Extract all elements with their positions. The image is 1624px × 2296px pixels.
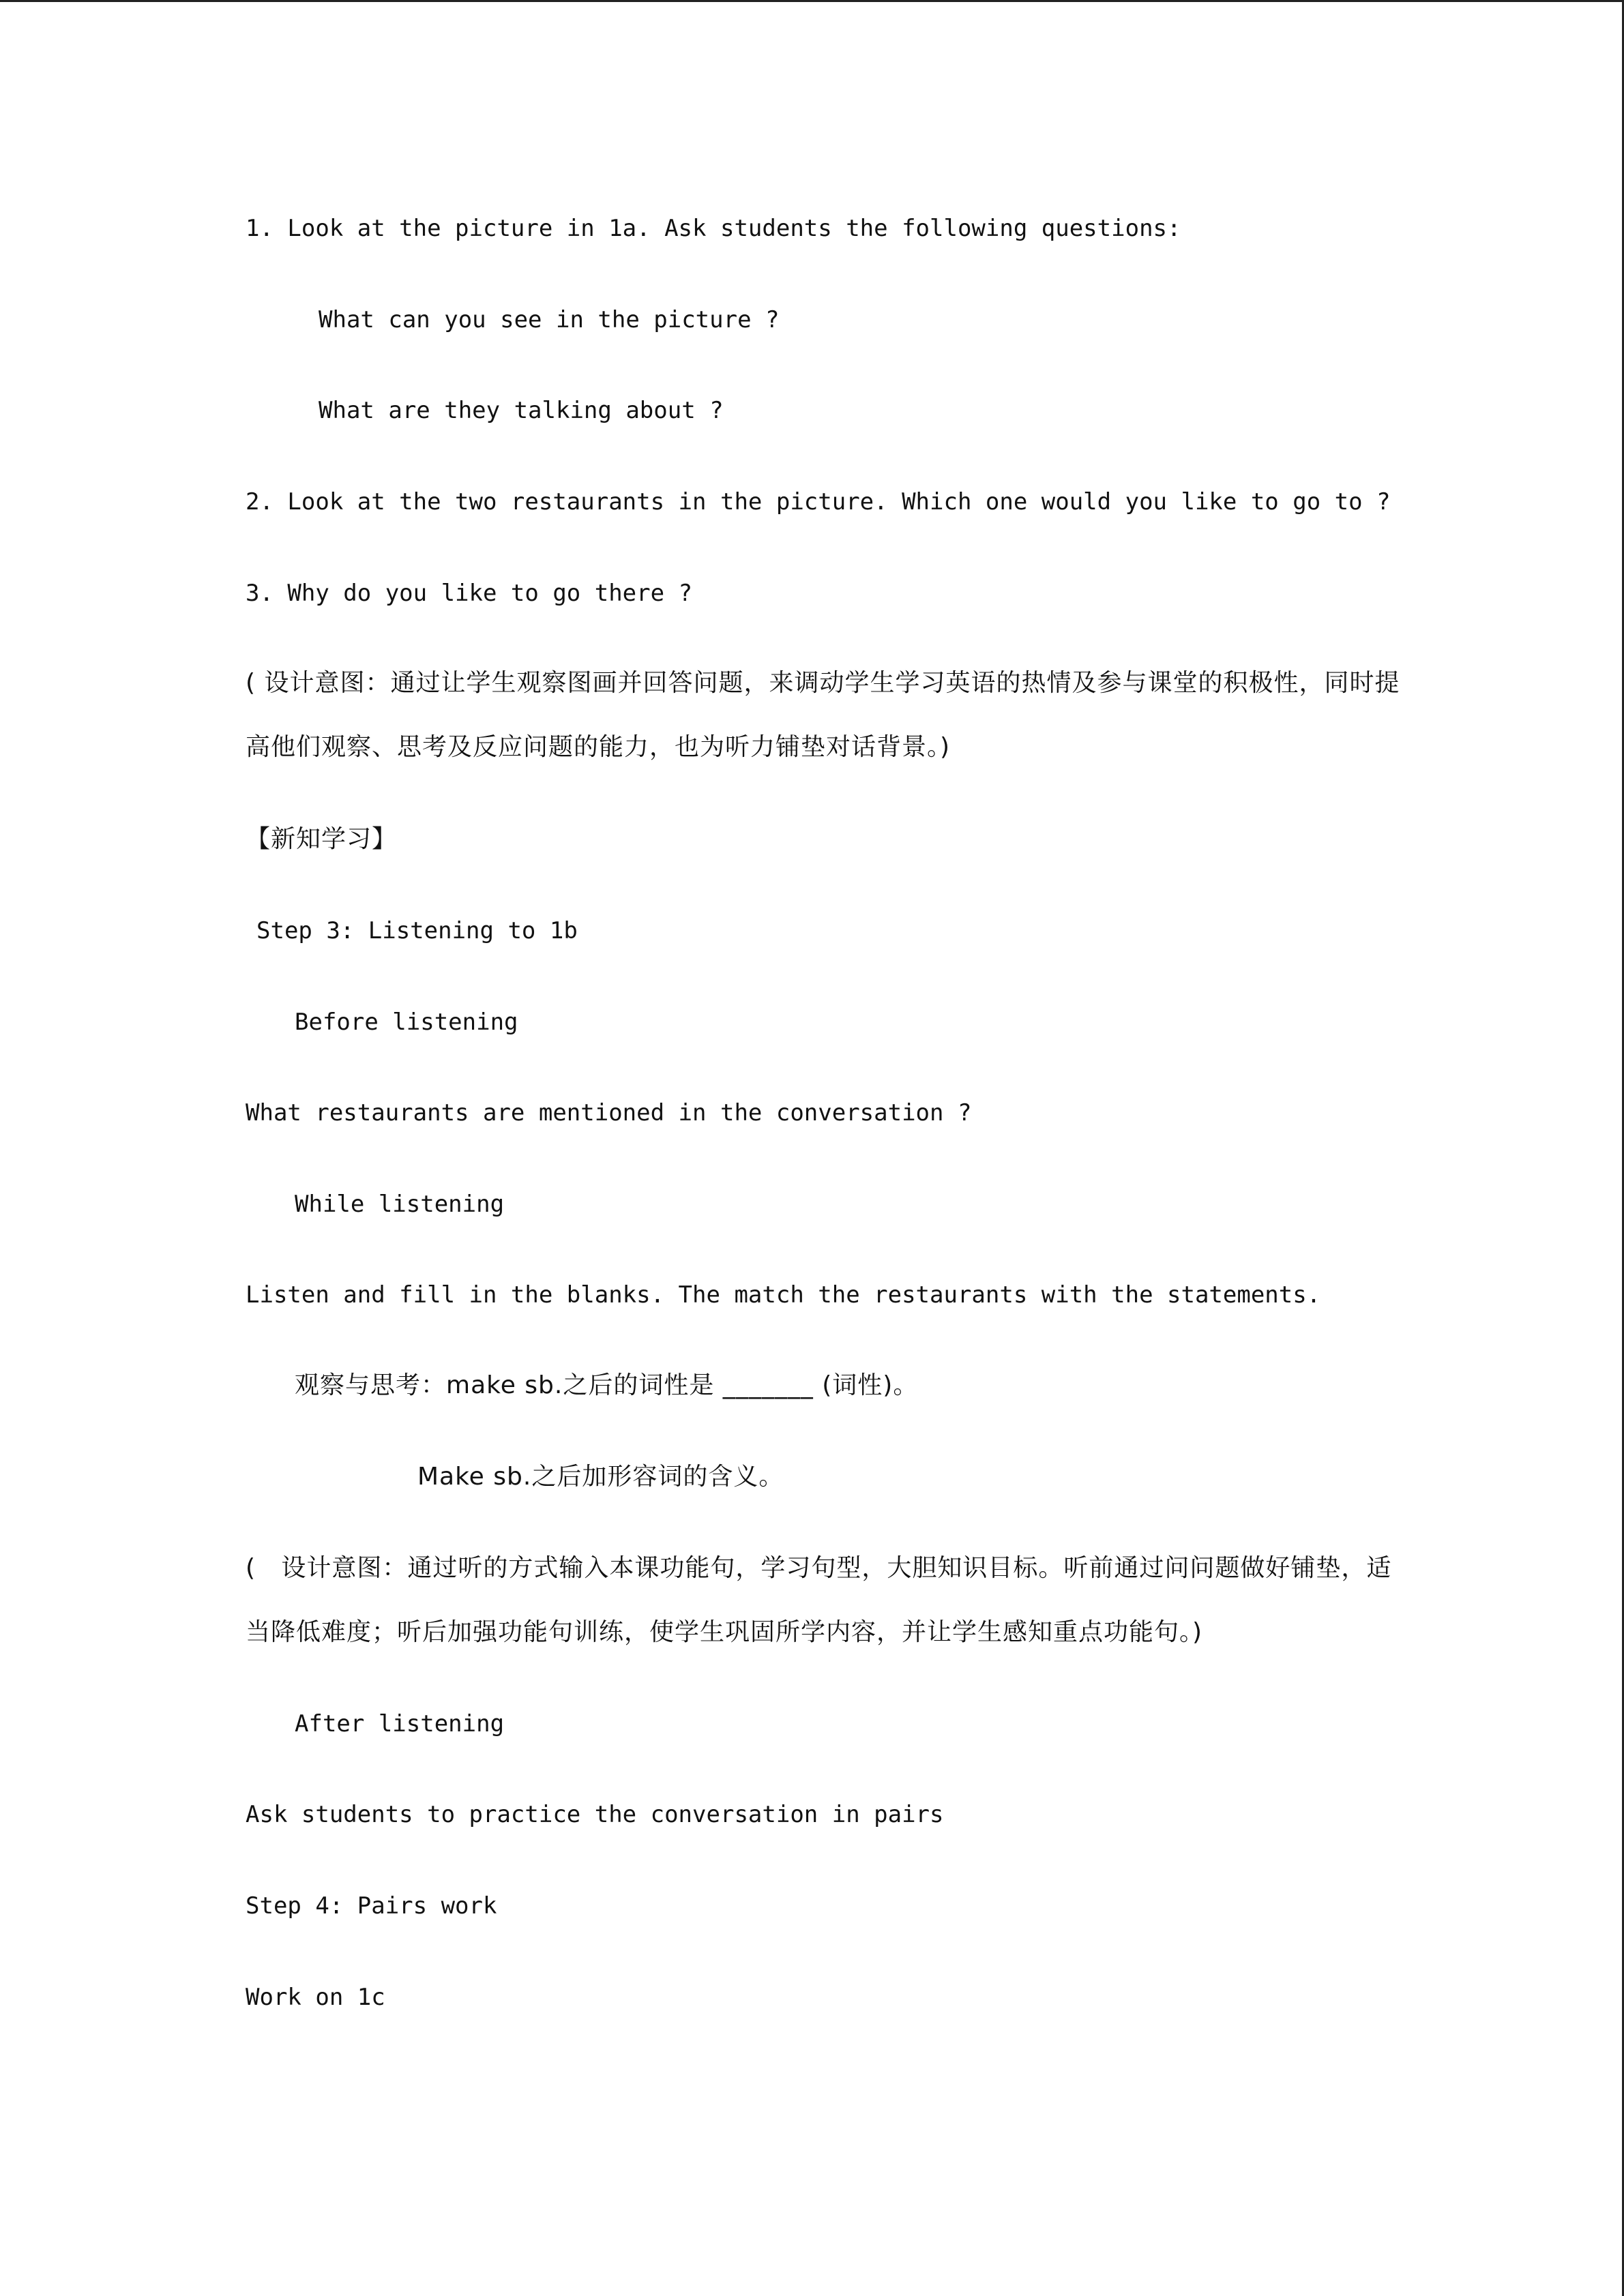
- before-listening-label: Before listening: [295, 1009, 518, 1036]
- observe-think-line-2: Make sb.之后加形容词的含义。: [417, 1463, 784, 1491]
- design-intent-1-line-2: 高他们观察、思考及反应问题的能力，也为听力铺垫对话背景。): [246, 733, 951, 761]
- after-listening-label: After listening: [295, 1710, 505, 1738]
- question-2: 2. Look at the two restaurants in the picture. Which one would you like to go to ?: [246, 488, 1391, 516]
- design-intent-2-line-2: 当降低难度；听后加强功能句训练，使学生巩固所学内容，并让学生感知重点功能句。): [246, 1618, 1203, 1646]
- after-listening-task: Ask students to practice the conversation in pairs: [246, 1801, 944, 1828]
- step-3-title: Step 3: Listening to 1b: [256, 917, 578, 944]
- design-intent-1-line-1: ( 设计意图：通过让学生观察图画并回答问题，来调动学生学习英语的热情及参与课堂的积极性，同时提: [246, 669, 1400, 697]
- question-3: 3. Why do you like to go there ?: [246, 580, 693, 607]
- question-1a: What can you see in the picture ?: [319, 306, 780, 333]
- question-1: 1. Look at the picture in 1a. Ask students the following questions:: [246, 215, 1181, 242]
- while-listening-task: Listen and fill in the blanks. The match the restaurants with the statements.: [246, 1281, 1321, 1309]
- while-listening-label: While listening: [295, 1191, 505, 1218]
- section-heading: 【新知学习】: [246, 825, 398, 853]
- step-4-title: Step 4: Pairs work: [246, 1892, 497, 1920]
- question-1b: What are they talking about ?: [319, 397, 724, 424]
- before-listening-question: What restaurants are mentioned in the conversation ?: [246, 1099, 972, 1127]
- design-intent-2-line-1: ( 设计意图：通过听的方式输入本课功能句，学习句型，大胆知识目标。听前通过问问题做好铺垫，适: [246, 1554, 1392, 1582]
- observe-think-line-1: 观察与思考：make sb.之后的词性是 _______ (词性)。: [295, 1371, 919, 1399]
- step-4-task: Work on 1c: [246, 1984, 385, 2011]
